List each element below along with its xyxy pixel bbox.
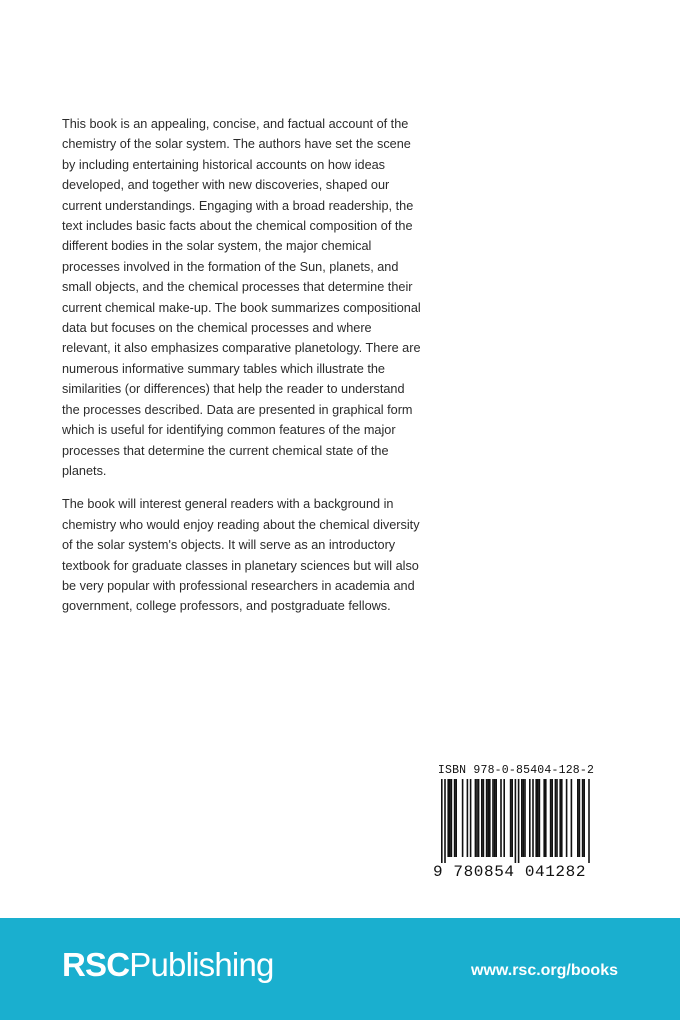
barcode-bar (447, 779, 449, 857)
barcode-bar (462, 779, 464, 857)
website-url: www.rsc.org/books (471, 962, 618, 979)
barcode-bar (467, 779, 469, 857)
barcode-bar (579, 779, 581, 857)
barcode-bar (535, 779, 537, 857)
barcode-bar (583, 779, 585, 857)
barcode-bar (441, 779, 443, 863)
isbn-label: ISBN 978-0-85404-128-2 (437, 764, 595, 777)
barcode-bar (510, 779, 512, 857)
publisher-footer (0, 918, 680, 1020)
barcode-bar (539, 779, 541, 857)
description-paragraph-2: The book will interest general readers with a background in chemistry who would enjoy reading about the chemical diversity of the solar system's objects. It will serve as an introductory textbook for graduate classes in planetary sciences but will also be very popular with professional researchers in academia and government, college professors, and postgraduate fellows. (62, 497, 420, 614)
barcode-bar (455, 779, 457, 857)
rsc-publishing-logo (62, 946, 274, 984)
barcode-bar (559, 779, 561, 857)
barcode-bar (582, 779, 584, 857)
barcode-bar (489, 779, 491, 857)
barcode-bar (494, 779, 496, 857)
barcode-bar (478, 779, 480, 857)
logo-rsc: RSC (62, 946, 130, 983)
barcode-bar (476, 779, 478, 857)
barcode-bars (441, 779, 591, 863)
barcode-bar (577, 779, 579, 857)
barcode-bar (444, 779, 446, 863)
barcode-bar (537, 779, 539, 857)
barcode-bar (521, 779, 523, 857)
barcode-bar (571, 779, 573, 857)
barcode-bar (588, 779, 590, 863)
barcode-bar (566, 779, 568, 857)
barcode-bar (556, 779, 558, 857)
barcode-bar (518, 779, 520, 863)
barcode-bar (543, 779, 545, 857)
barcode-bar (486, 779, 488, 857)
isbn-digits: 9 780854 041282 (433, 863, 587, 881)
barcode-bar (551, 779, 553, 857)
barcode-bar (483, 779, 485, 857)
barcode-bar (524, 779, 526, 857)
barcode-bar (523, 779, 525, 857)
barcode-bar (451, 779, 453, 857)
barcode-bar (492, 779, 494, 857)
barcode-bar (515, 779, 517, 863)
barcode-bar (500, 779, 502, 857)
barcode-bar (532, 779, 534, 857)
logo-publishing: Publishing (129, 946, 274, 983)
barcode-bar (550, 779, 552, 857)
barcode-bar (481, 779, 483, 857)
barcode-bar (487, 779, 489, 857)
barcode-bar (555, 779, 557, 857)
description-paragraph-1: This book is an appealing, concise, and factual account of the chemistry of the solar system. The authors have set the scene by including entertaining historical accounts on how ideas developed, and together with new discoveries, shaped our current understandings. Engaging with a broad readership, the text includes basic facts about the chemical composition of the different bodies in the solar system, the major chemical processes involved in the formation of the Sun, planets, and small objects, and the chemical processes that determine their current chemical make-up. The book summarizes compositional data but focuses on the chemical processes and where relevant, it also emphasizes comparative planetology. There are numerous informative summary tables which illustrate the similarities (or differences) that help the reader to understand the processes described. Data are presented in graphical form which is useful for identifying common features of the major processes that determine the current chemical state of the planets. (62, 117, 421, 478)
barcode-bar (495, 779, 497, 857)
barcode-bar (475, 779, 477, 857)
barcode-bar (561, 779, 563, 857)
barcode-bar (449, 779, 451, 857)
barcode-bar (503, 779, 505, 857)
isbn-barcode (433, 764, 599, 886)
barcode-bar (470, 779, 472, 857)
barcode-bar (545, 779, 547, 857)
barcode-bar (511, 779, 513, 857)
book-description (62, 114, 422, 630)
barcode-bar (454, 779, 456, 857)
barcode-bar (529, 779, 531, 857)
